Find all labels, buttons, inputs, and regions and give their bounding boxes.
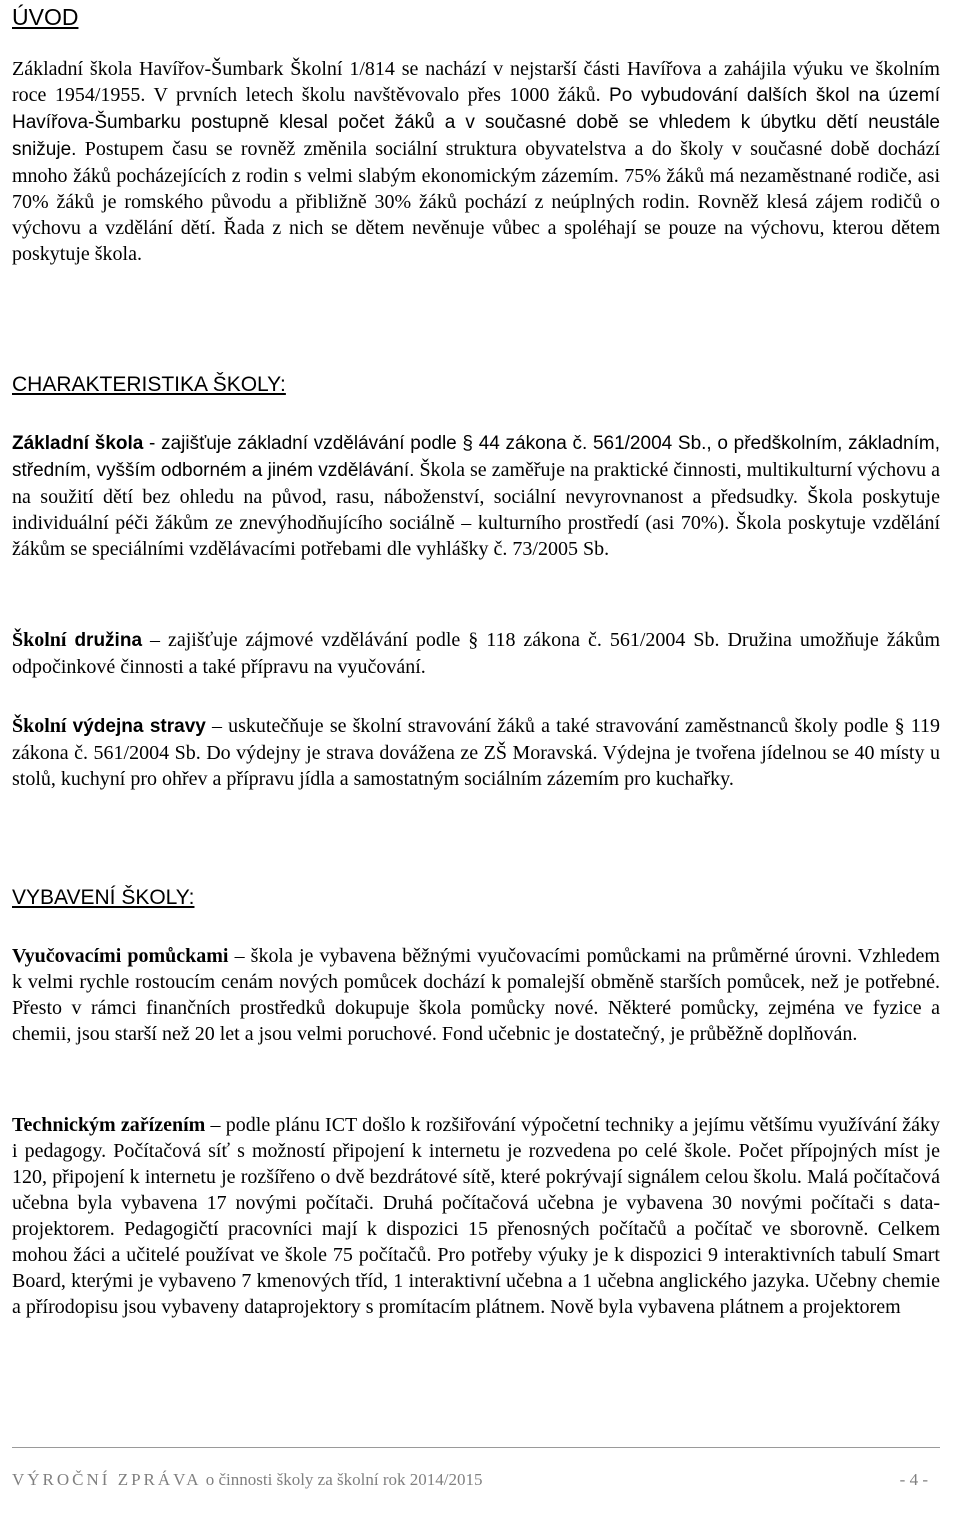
equipment-heading: VYBAVENÍ ŠKOLY:	[12, 886, 195, 909]
aids-label: Vyučovacími pomůckami	[12, 945, 229, 967]
intro-paragraph	[12, 56, 940, 267]
intro-text-3: Postupem času se rovněž změnila sociální struktura obyvatelstva a do školy v současné době dochází mnoho žáků pocházejících z rodin s velmi slabým ekonomickým zázemím.	[12, 138, 941, 187]
intro-heading: ÚVOD	[12, 4, 79, 30]
intro-text-2: Po vybudování dalších škol na území Havířova-Šumbarku postupně klesal počet žáků a v současné době se vhledem k úbytku dětí neustále snižuje.	[12, 85, 940, 160]
tech-paragraph	[12, 1112, 940, 1320]
tech-text: – podle plánu ICT došlo k rozšiřování výpočetní techniky a jejímu většímu využívání žáky i pedagogy. Počítačová síť s možností připojení k internetu je rozvedena po celé škole. Počet přípojných míst je 120, připojení k internetu je rozšířeno o dvě bezdrátové sítě, které pokrývají signálem celou školu. Malá počítačová učebna byla vybavena 17 novými počítači. Druhá počítačová učebna je vybavena 30 novými počítači s data-projektorem. Pedagogičtí pracovníci mají k dispozici 15 přenosných počítačů a počítač ve sborovně. Celkem mohou žáci a učitelé používat ve škole 75 počítačů. Pro potřeby výuky je k dispozici 9 interaktivních tabulí Smart Board, kterými je vybaveno 7 kmenových tříd, 1 interaktivní učebna a 1 učebna anglického jazyka. Učebny chemie a přírodopisu jsou vybaveny dataprojektory s promítacím plátnem. Nově byla vybavena plátnem a projektorem	[12, 1114, 941, 1318]
footer-report-label	[12, 1470, 482, 1490]
club-label-2: družina	[74, 630, 143, 651]
school-text-a: - zajišťuje základní vzdělávání podle § 44 zákona č. 561/2004 Sb., o předškolním, základním, středním, vyšším odborném a jiném vzdělávání.	[12, 433, 940, 481]
canteen-label-1: Školní	[12, 715, 73, 737]
school-label: Základní škola	[12, 433, 144, 454]
aids-text: – škola je vybavena běžnými vyučovacími pomůckami na průměrné úrovni. Vzhledem k velmi rychle rostoucím cenám nových pomůcek dochází k pomalejší obměně starších pomůcek, než je potřebné. Přesto v rámci finančních prostředků dokupuje škola pomůcky nové. Některé pomůcky, zejména ve fyzice a chemii, jsou starší než 20 let a jsou velmi poruchové. Fond učebnic je dostatečný, je průběžně doplňován.	[12, 945, 940, 1045]
footer-divider	[12, 1447, 940, 1448]
footer-report-subtitle: o činnosti školy za školní rok 2014/2015	[201, 1470, 483, 1489]
club-paragraph	[12, 627, 940, 680]
canteen-label-2: výdejna stravy	[72, 716, 206, 737]
aids-paragraph	[12, 943, 940, 1047]
club-text: – zajišťuje zájmové vzdělávání podle § 118 zákona č. 561/2004 Sb. Družina umožňuje žákům odpočinkové činnosti a také přípravu na vyučování.	[12, 629, 940, 678]
intro-text-1: Základní škola Havířov-Šumbark Školní 1/814 se nachází v nejstarší části Havířova a zahájila výuku ve školním roce 1954/1955. V prvních letech školu navštěvovalo přes 1000 žáků.	[12, 58, 940, 106]
club-label-1: Školní	[12, 629, 75, 651]
school-text-b: Škola se zaměřuje na praktické činnosti, multikulturní výchovu a na soužití dětí bez ohledu na původ, rasu, náboženství, sociální nevyrovnanost a předsudky. Škola poskytuje individuální péči žákům ze znevýhodňujícího sociálně – kulturního prostředí (asi 70%). Škola poskytuje vzdělání žákům se speciálními vzdělávacími potřebami dle vyhlášky č. 73/2005 Sb.	[12, 459, 940, 560]
school-paragraph	[12, 430, 940, 562]
intro-text-6: Řada z nich se dětem nevěnuje vůbec a spoléhají se pouze na výchovu, kterou dětem poskytuje škola.	[12, 217, 940, 265]
intro-text-5: Rovněž klesá zájem rodičů o výchovu a vzdělání dětí.	[12, 191, 940, 239]
characteristics-heading: CHARAKTERISTIKA ŠKOLY:	[12, 373, 286, 396]
footer-report-title: VÝROČNÍ ZPRÁVA	[12, 1470, 202, 1489]
intro-text-4: 75% žáků má nezaměstnané rodiče, asi 70% žáků je romského původu a přibližně 30% žáků pochází z neúplných rodin.	[12, 165, 941, 213]
canteen-paragraph	[12, 713, 940, 792]
canteen-text: – uskutečňuje se školní stravování žáků a také stravování zaměstnanců školy podle § 119 zákona č. 561/2004 Sb. Do výdejny je strava dovážena ze ZŠ Moravská. Výdejna je tvořena jídelnou se 40 místy u stolů, kuchyní pro ohřev a přípravu jídla a samostatným sociálním zázemím pro kuchařky.	[12, 715, 940, 790]
tech-label: Technickým zařízením	[12, 1114, 206, 1136]
page-number: - 4 -	[899, 1470, 928, 1489]
